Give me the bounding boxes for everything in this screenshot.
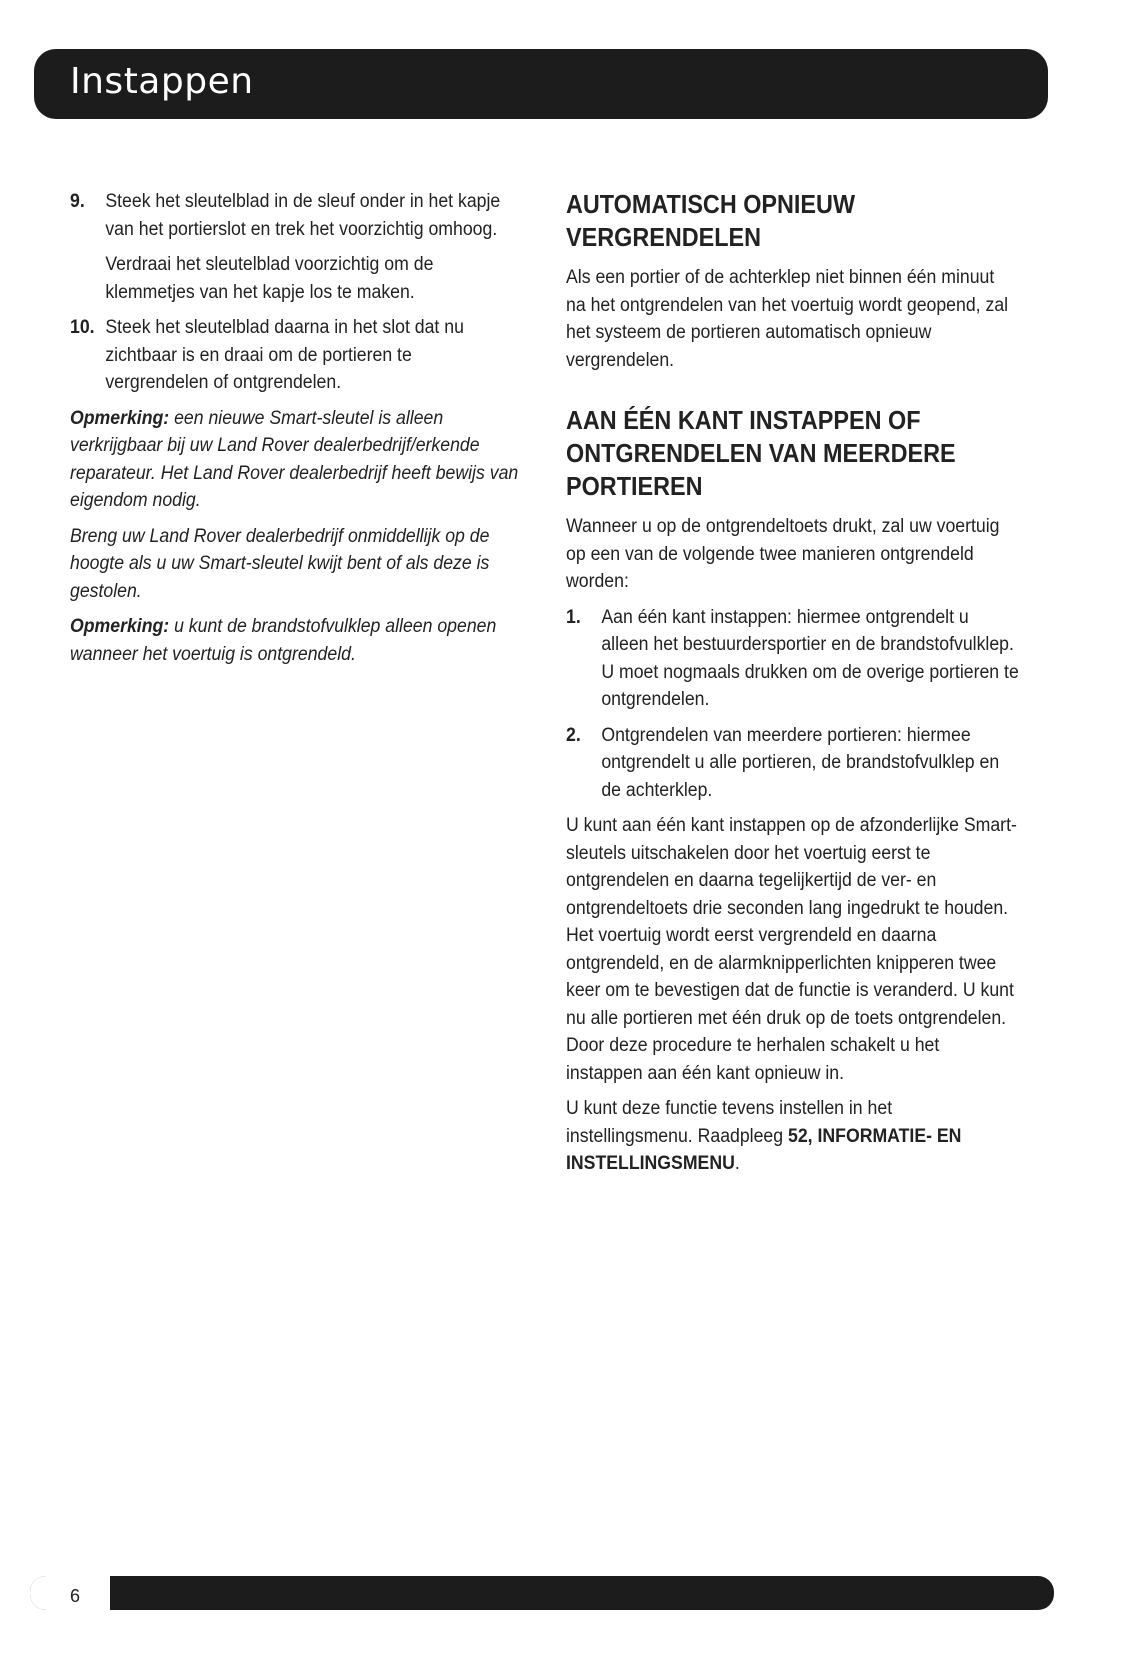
list-item [566, 604, 1019, 714]
cross-reference-link[interactable]: 52, INFORMATIE- EN INSTELLINGSMENU [566, 1125, 962, 1174]
single-point-entry-intro: Wanneer u op de ontgrendeltoets drukt, zal uw voertuig op een van de volgende twee manieren ontgrendeld worden: [566, 516, 1000, 592]
page-title: Instappen [70, 61, 254, 102]
step-text: Aan één kant instappen: hiermee ontgrendelt u alleen het bestuurdersportier en de brandstofvulklep. U moet nogmaals drukken om de overige portieren te ontgrendelen. [601, 606, 1019, 710]
right-column [566, 188, 1021, 1186]
note-smart-key [70, 405, 520, 515]
note-label: Opmerking: [70, 616, 170, 637]
note-fuel-flap [70, 613, 520, 668]
auto-relock-text: Als een portier of de achterklep niet binnen één minuut na het ontgrendelen van het voertuig wordt geopend, zal het systeem de portieren automatisch opnieuw vergrendelen. [566, 267, 1009, 371]
header-bar [34, 49, 1048, 119]
step-text: Ontgrendelen van meerdere portieren: hiermee ontgrendelt u alle portieren, de brandstofvulklep en de achterklep. [601, 724, 1000, 801]
step-text: Steek het sleutelblad daarna in het slot dat nu zichtbaar is en draai om de portieren te vergrendelen of ontgrendelen. [105, 317, 464, 393]
note-text: een nieuwe Smart-sleutel is alleen verkrijgbaar bij uw Land Rover dealerbedrijf/erkende reparateur. Het Land Rover dealerbedrijf heeft bewijs van eigendom nodig. [70, 407, 519, 511]
settings-menu-lead: U kunt deze functie tevens instellen in het instellingsmenu. Raadpleeg [566, 1098, 893, 1147]
step-number: 9. [70, 191, 85, 212]
disable-single-point-text: U kunt aan één kant instappen op de afzonderlijke Smart-sleutels uitschakelen door het voertuig eerst te ontgrendelen en daarna tegelijkertijd de ver- en ontgrendeltoets drie seconden lang ingedrukt te houden. Het voertuig wordt eerst vergrendeld en daarna ontgrendeld, en de alarmknipperlichten knipperen twee keer om te bevestigen dat de functie is veranderd. U kunt nu alle portieren met één druk op de toets ontgrendelen. Door deze procedure te herhalen schakelt u het instappen aan één kant opnieuw in. [566, 815, 1017, 1084]
section-heading-single-point-entry: AAN ÉÉN KANT INSTAPPEN OF ONTGRENDELEN VAN MEERDERE PORTIEREN [566, 405, 956, 501]
step-number: 2. [566, 724, 581, 746]
settings-menu-text [566, 1095, 1019, 1178]
list-item [566, 722, 1019, 805]
left-column [70, 188, 522, 676]
step-10 [70, 314, 520, 397]
step-number: 1. [566, 606, 581, 628]
settings-menu-end: . [734, 1153, 740, 1174]
footer-bar [30, 1576, 1054, 1610]
note-label: Opmerking: [70, 407, 170, 429]
step-9-subtext: Verdraai het sleutelblad voorzichtig om de klemmetjes van het kapje los te maken. [105, 254, 434, 303]
step-number: 10. [70, 317, 95, 338]
step-text: Steek het sleutelblad in de sleuf onder in het kapje van het portierslot en trek het voorzichtig omhoog. [105, 191, 501, 240]
section-heading-auto-relock: AUTOMATISCH OPNIEUW VERGRENDELEN [566, 189, 856, 252]
page-number: 6 [70, 1582, 104, 1610]
note-lost-key: Breng uw Land Rover dealerbedrijf onmiddellijk op de hoogte als u uw Smart-sleutel kwijt bent of als deze is gestolen. [70, 525, 490, 602]
note-text: u kunt de brandstofvulklep alleen openen wanneer het voertuig is ontgrendeld. [70, 616, 497, 665]
step-9 [70, 188, 520, 243]
